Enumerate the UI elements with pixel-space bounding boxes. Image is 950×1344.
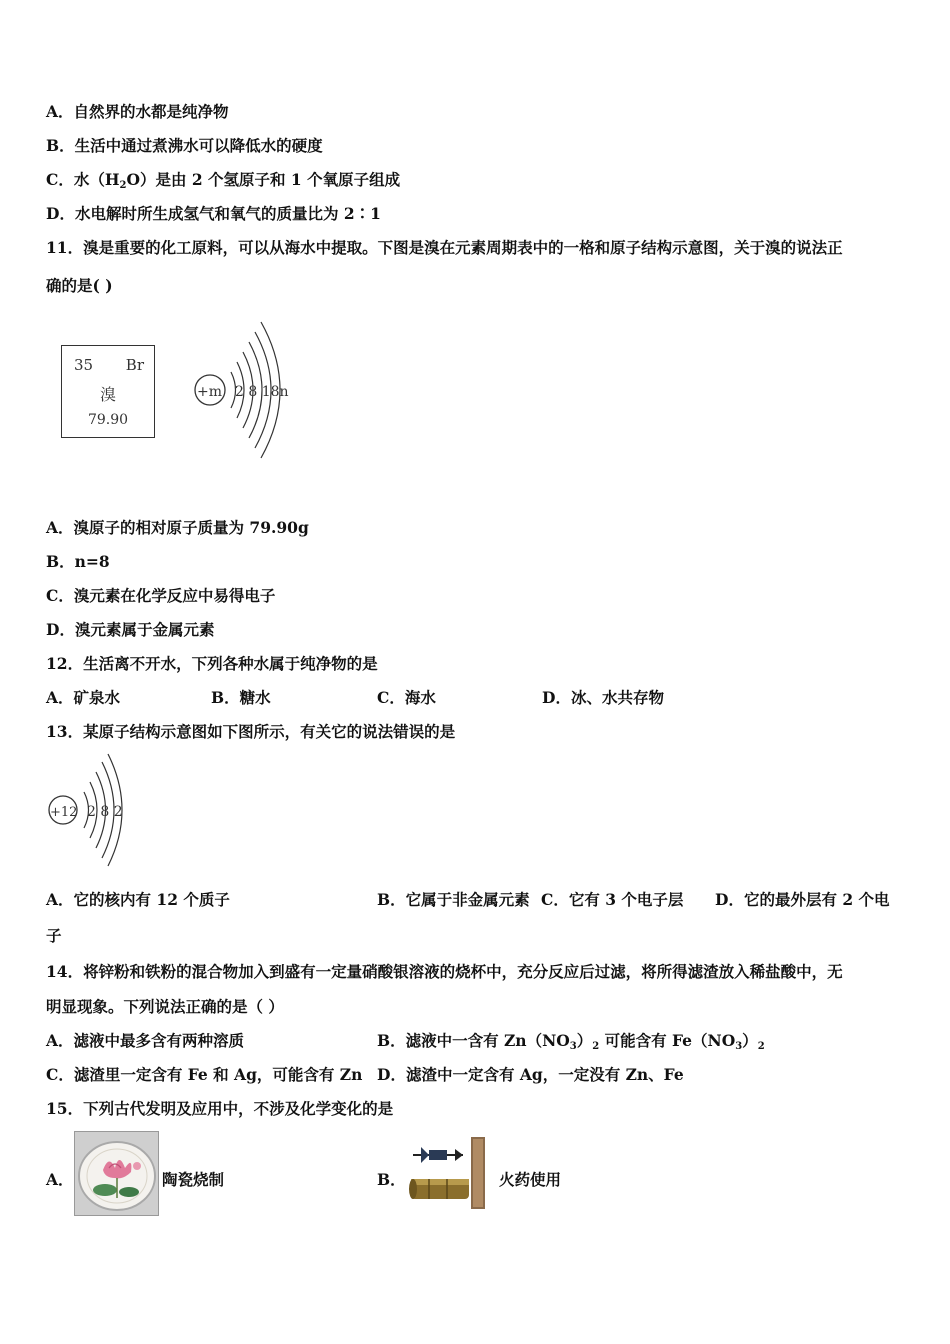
nucleus-charge: +m [197,384,223,400]
q12-stem: 12．生活离不开水，下列各种水属于纯净物的是 [46,654,378,673]
q12-option-d: D．冰、水共存物 [542,688,664,707]
atom-structure-diagram-12 [44,752,134,870]
element-symbol: Br [125,356,144,374]
q11-option-b: B．n=8 [46,552,110,571]
q10-option-a: A．自然界的水都是纯净物 [46,102,229,121]
q15-option-a-letter: A． [46,1170,74,1189]
q15-option-b-letter: B． [377,1170,406,1189]
q14-stem-line1: 14．将锌粉和铁粉的混合物加入到盛有一定量硝酸银溶液的烧杯中，充分反应后过滤，将所得滤渣放入稀盐酸中，无 [46,962,843,981]
q13-stem: 13．某原子结构示意图如下图所示，有关它的说法错误的是 [46,722,456,741]
q14-stem-line2: 明显现象。下列说法正确的是（ ） [46,997,284,1016]
q10-option-b: B．生活中通过煮沸水可以降低水的硬度 [46,136,323,155]
electron-shells: 2 8 2 [87,804,123,820]
q11-stem-line2: 确的是( ) [46,276,113,295]
element-name: 溴 [99,385,116,404]
q15-option-b-text: 火药使用 [499,1170,562,1189]
q10-option-d: D．水电解时所生成氢气和氧气的质量比为 2∶1 [46,204,381,223]
q12-option-b: B．糖水 [211,688,271,707]
q11-option-d: D．溴元素属于金属元素 [46,620,215,639]
electron-shells: 2 8 18n [235,384,289,400]
atomic-mass: 79.90 [87,412,129,428]
gunpowder-rocket-image [407,1133,493,1213]
q14-option-c: C．滤渣里一定含有 Fe 和 Ag，可能含有 Zn [46,1065,363,1084]
q13-option-d: D．它的最外层有 2 个电 [715,890,890,909]
bromine-periodic-cell [61,345,155,438]
q11-option-a: A．溴原子的相对原子质量为 79.90g [46,518,309,537]
q12-option-c: C．海水 [377,688,436,707]
atomic-number: 35 [74,356,94,374]
q13-option-c: C．它有 3 个电子层 [541,890,684,909]
q13-option-a: A．它的核内有 12 个质子 [46,890,230,909]
q10-option-c: C．水$(H_2O)$是由 2 个氢原子和 1 个氧原子组成 [46,170,401,191]
bromine-atom-structure-diagram [185,316,300,466]
q11-option-c: C．溴元素在化学反应中易得电子 [46,586,276,605]
nucleus-charge: +12 [50,805,78,820]
porcelain-plate-image [74,1131,159,1216]
q14-option-a: A．滤液中最多含有两种溶质 [46,1031,245,1050]
q14-option-b: B．滤液中一含有 $Zn(NO_3)_2$ 可能含有 $Fe(NO_3)_2$ [377,1031,765,1052]
q13-option-b: B．它属于非金属元素 [377,890,530,909]
q15-stem: 15．下列古代发明及应用中，不涉及化学变化的是 [46,1099,394,1118]
q15-option-a-text: 陶瓷烧制 [162,1170,225,1189]
q12-option-a: A．矿泉水 [46,688,121,707]
q13-option-d-continued: 子 [46,926,62,945]
q14-option-d: D．滤渣中一定含有 Ag，一定没有 Zn、Fe [377,1065,684,1084]
q11-stem-line1: 11．溴是重要的化工原料，可以从海水中提取。下图是溴在元素周期表中的一格和原子结构示意图，关于溴的说法正 [46,238,843,257]
